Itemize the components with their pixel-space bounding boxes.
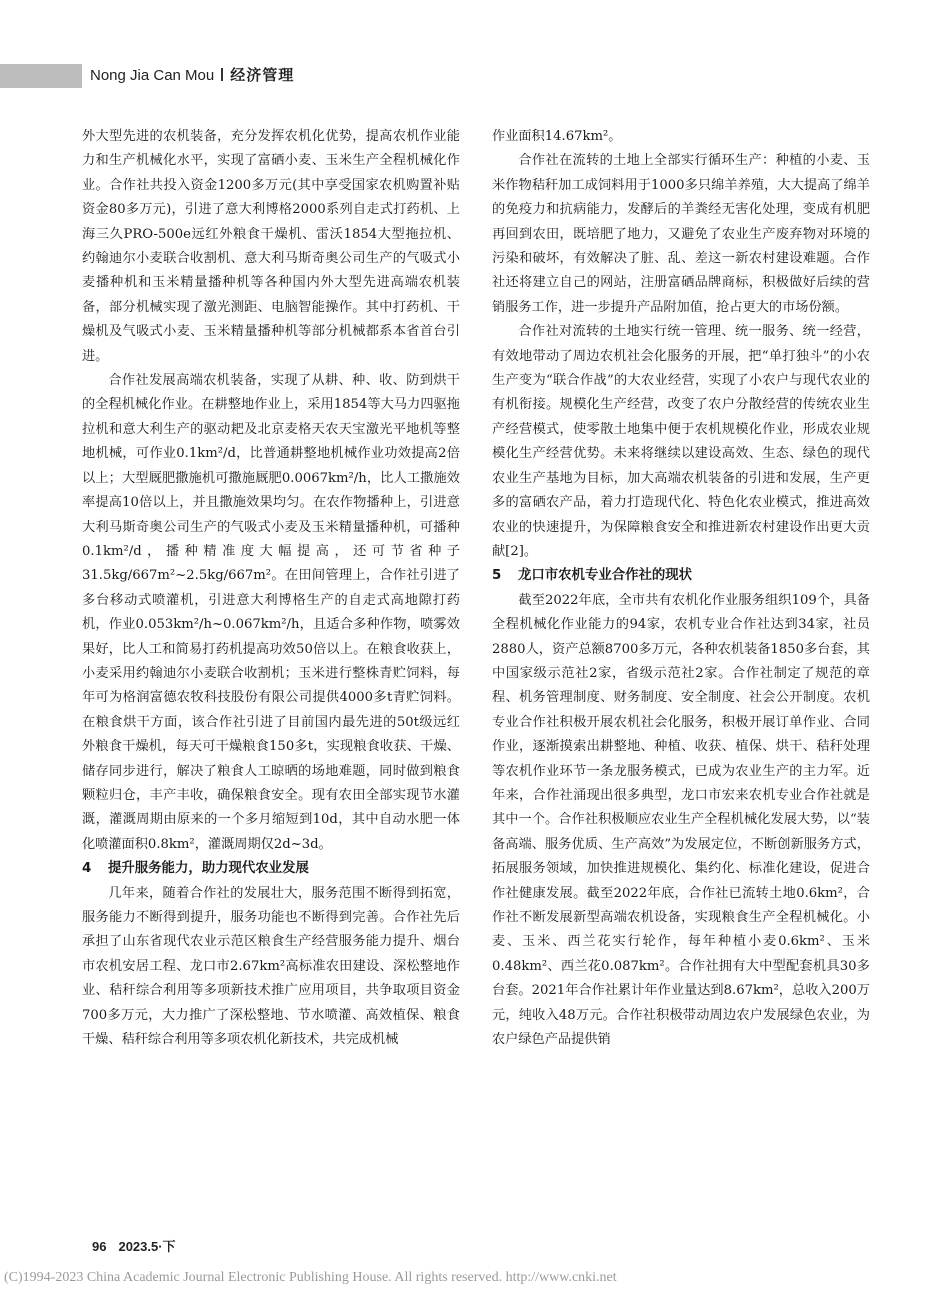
paragraph: 合作社在流转的土地上全部实行循环生产：种植的小麦、玉米作物秸秆加工成饲料用于1000多只绵羊养殖，大大提高了绵羊的免疫力和抗病能力，发酵后的羊粪经无害化处理，变成有机肥再回到农田，既培肥了地力，又避免了农业生产废弃物对环境的污染和破坏，有效解决了脏、乱、差这一新农村建设难题。合作社还将建立自己的网站，注册富硒品牌商标，积极做好后续的营销服务工作，进一步提升产品附加值，抢占更大的市场份额。 <box>492 153 870 315</box>
section-title: 龙口市农机专业合作社的现状 <box>518 568 693 584</box>
page-number: 96 <box>92 1239 107 1254</box>
paragraph: 截至2022年底，全市共有农机化作业服务组织109个，具备全程机械化作业能力的94家，农机专业合作社达到34家，社员2880人，资产总额8700多万元，各种农机装备1850多台套，其中国家级示范社2家，省级示范社2家。合作社制定了规范的章程、机务管理制度、财务制度、安全制度、社会公开制度。农机专业合作社积极开展农机社会化服务，积极开展订单作业、合同作业，逐渐摸索出耕整地、种植、收获、植保、烘干、秸秆处理等农机作业环节一条龙服务模式，已成为农业生产的主力军。近年来，合作社涌现出很多典型，龙口市宏来农机专业合作社就是其中一个。合作社积极顺应农业生产全程机械化发展大势，以“装备高端、服务优质、生产高效”为发展定位，不断创新服务方式，拓展服务领域，加快推进规模化、集约化、标准化建设，促进合作社健康发展。截至2022年底，合作社已流转土地0.6km²，合作社不断发展新型高端农机设备，实现粮食生产全程机械化。小麦、玉米、西兰花实行轮作，每年种植小麦0.6km²、玉米0.48km²、西兰花0.087km²。合作社拥有大中型配套机具30多台套。2021年合作社累计年作业量达到8.67km²，总收入200万元，纯收入48万元。合作社积极带动周边农户发展绿色农业，为农户绿色产品提供销 <box>492 592 870 1048</box>
header-bar <box>0 64 82 88</box>
journal-name-en: Nong Jia Can Mou <box>90 67 215 84</box>
paragraph: 合作社发展高端农机装备，实现了从耕、种、收、防到烘干的全程机械化作业。在耕整地作业上，采用1854等大马力四驱拖拉机和意大利生产的驱动耙及北京麦格天农天宝激光平地机等整地机械，可作业0.1km²/d，比普通耕整地机械作业功效提高2倍以上；大型厩肥撒施机可撒施厩肥0.0067km²/h，比人工撒施效率提高10倍以上，并且撒施效果均匀。在农作物播种上，引进意大利马斯奇奥公司生产的气吸式小麦及玉米精量播种机，可播种0.1km²/d，播种精准度大幅提高，还可节省种子31.5kg/667m²~2.5kg/667m²。在田间管理上，合作社引进了多台移动式喷灌机，引进意大利博格生产的自走式高地隙打药机，作业0.053km²/h~0.067km²/h，且适合多种作物，喷雾效果好，比人工和简易打药机提高功效50倍以上。在粮食收获上，小麦采用约翰迪尔小麦联合收割机；玉米进行整株青贮饲料，每年可为格润富德农牧科技股份有限公司提供4000多t青贮饲料。在粮食烘干方面，该合作社引进了目前国内最先进的50t级远红外粮食干燥机，每天可干燥粮食150多t，实现粮食收获、干燥、储存同步进行，解决了粮食人工晾晒的场地难题，同时做到粮食颗粒归仓，丰产丰收，确保粮食安全。现有农田全部实现节水灌溉，灌溉周期由原来的一个多月缩短到10d，其中自动水肥一体化喷灌面积0.8km²，灌溉周期仅2d~3d。 <box>82 373 460 852</box>
paragraph: 外大型先进的农机装备，充分发挥农机化优势，提高农机作业能力和生产机械化水平，实现了富硒小麦、玉米生产全程机械化作业。合作社共投入资金1200多万元(其中享受国家农机购置补贴资金80多万元)，引进了意大利博格2000系列自走式打药机、上海三久PRO-500e远红外粮食干燥机、雷沃1854大型拖拉机、约翰迪尔小麦联合收割机、意大利马斯奇奥公司生产的气吸式小麦播种机和玉米精量播种机等各种国内外大型先进高端农机装备，部分机械实现了激光测距、电脑智能操作。其中打药机、干燥机及气吸式小麦、玉米精量播种机等部分机械都系本省首台引进。 <box>82 129 460 364</box>
left-column <box>82 125 460 1052</box>
running-header <box>90 64 294 88</box>
header-separator <box>221 68 223 81</box>
section-number: 4 <box>82 861 92 877</box>
column-name: 经济管理 <box>230 67 295 84</box>
paragraph: 作业面积14.67km²。 <box>492 129 622 144</box>
issue-date: 2023.5·下 <box>118 1239 176 1254</box>
section-heading <box>492 564 870 588</box>
section-number: 5 <box>492 568 502 584</box>
page-footer <box>92 1236 176 1255</box>
paragraph: 几年来，随着合作社的发展壮大，服务范围不断得到拓宽，服务能力不断得到提升，服务功能也不断得到完善。合作社先后承担了山东省现代农业示范区粮食生产经营服务能力提升、烟台市农机安居工程、龙口市2.67km²高标准农田建设、深松整地作业、秸秆综合利用等多项新技术推广应用项目，共争取项目资金700多万元，大力推广了深松整地、节水喷灌、高效植保、粮食干燥、秸秆综合利用等多项农机化新技术，共完成机械 <box>82 885 460 1048</box>
copyright-notice: (C)1994-2023 China Academic Journal Electronic Publishing House. All rights reserved. http://www.cnki.net <box>4 1270 617 1285</box>
right-column <box>492 125 870 1052</box>
section-title: 提升服务能力，助力现代农业发展 <box>108 861 309 877</box>
paragraph: 合作社对流转的土地实行统一管理、统一服务、统一经营，有效地带动了周边农机社会化服务的开展，把“单打独斗”的小农生产变为“联合作战”的大农业经营，实现了小农户与现代农业的有机衔接。规模化生产经营，改变了农户分散经营的传统农业生产经营模式，使零散土地集中便于农机规模化作业，形成农业规模化生产经营优势。未来将继续以建设高效、生态、绿色的现代农业生产基地为目标，加大高端农机装备的引进和发展，生产更多的富硒农产品，着力打造现代化、特色化农业模式，推进高效农业的快速提升，为保障粮食安全和推进新农村建设作出更大贡献[2]。 <box>492 324 870 559</box>
section-heading <box>82 857 460 881</box>
